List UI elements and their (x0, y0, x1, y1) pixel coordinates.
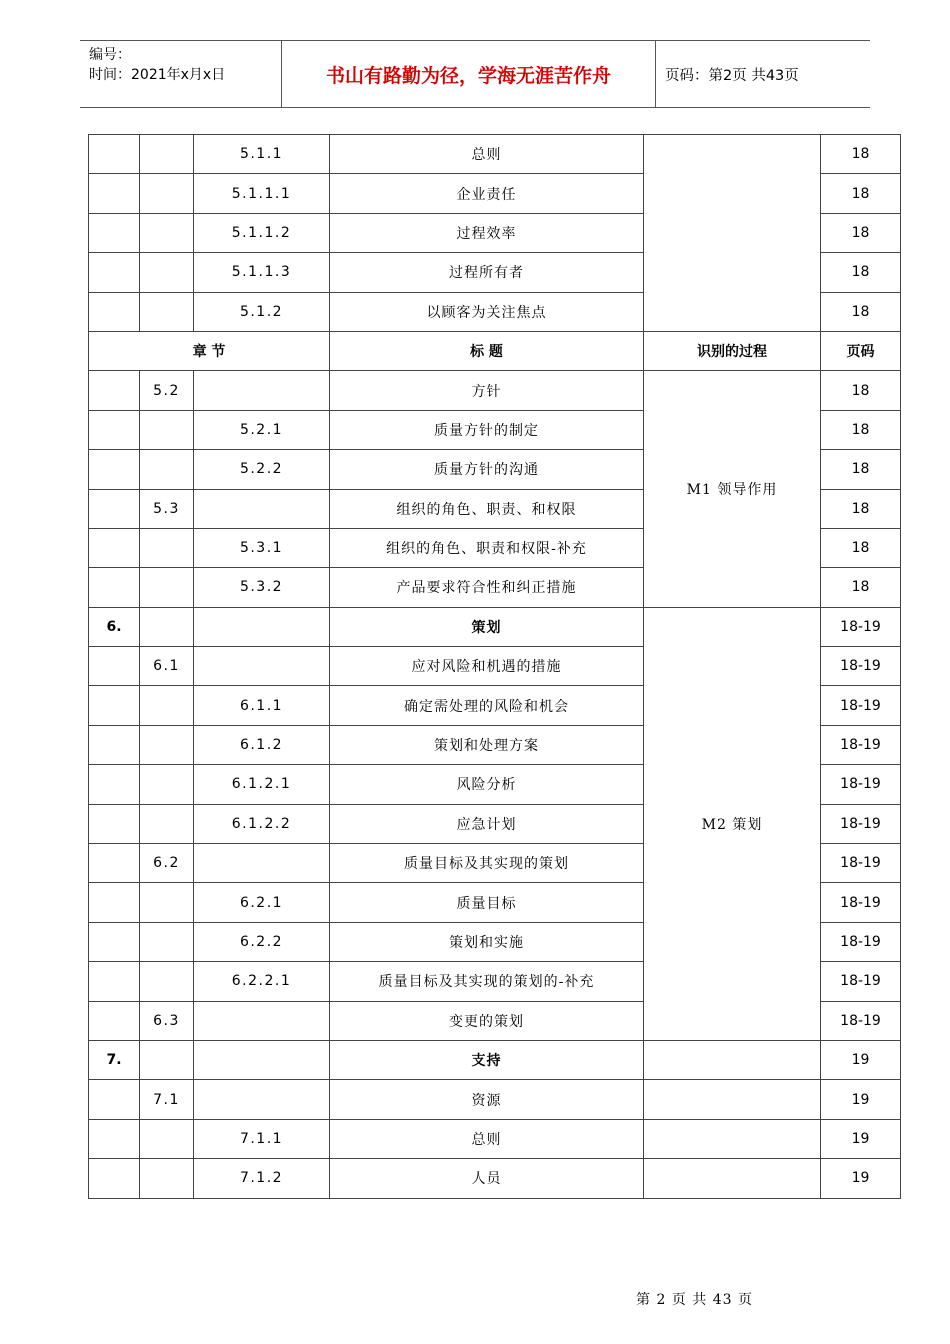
toc-row (89, 135, 901, 174)
page-number: 18-19 (821, 607, 901, 646)
chapter-number (89, 1159, 140, 1198)
chapter-number (89, 292, 140, 331)
section-title: 质量目标 (330, 883, 644, 922)
page-number: 19 (821, 1159, 901, 1198)
section-title: 变更的策划 (330, 1001, 644, 1040)
subsection-number: 5.3.2 (194, 568, 330, 607)
serial-label: 编号： (89, 47, 131, 63)
subsection-number (194, 1001, 330, 1040)
page-number: 18-19 (821, 804, 901, 843)
page-number: 18 (821, 135, 901, 174)
section-title: 策划和处理方案 (330, 725, 644, 764)
chapter-number (89, 253, 140, 292)
section-title: 组织的角色、职责、和权限 (330, 489, 644, 528)
page-number: 18 (821, 253, 901, 292)
subsection-number: 6.2.1 (194, 883, 330, 922)
section-title: 策划 (330, 607, 644, 646)
date-label: 时间：2021年x月x日 (89, 67, 226, 83)
subsection-number (194, 371, 330, 410)
toc-row (89, 371, 901, 410)
chapter-number (89, 686, 140, 725)
process-cell (644, 1040, 821, 1079)
section-title: 以顾客为关注焦点 (330, 292, 644, 331)
section-number (140, 765, 194, 804)
section-number (140, 410, 194, 449)
section-title: 质量目标及其实现的策划 (330, 844, 644, 883)
process-cell (644, 1119, 821, 1158)
chapter-number (89, 725, 140, 764)
page-number: 18-19 (821, 725, 901, 764)
section-title: 质量方针的沟通 (330, 450, 644, 489)
page-number: 18 (821, 489, 901, 528)
chapter-number (89, 1001, 140, 1040)
section-title: 支持 (330, 1040, 644, 1079)
section-title: 组织的角色、职责和权限-补充 (330, 528, 644, 567)
page-number: 18-19 (821, 686, 901, 725)
toc-row (89, 1159, 901, 1198)
page-footer: 第 2 页 共 43 页 (636, 1292, 753, 1308)
section-number (140, 883, 194, 922)
subsection-number: 7.1.2 (194, 1159, 330, 1198)
subsection-number: 6.1.2.2 (194, 804, 330, 843)
subsection-number (194, 647, 330, 686)
subsection-number (194, 489, 330, 528)
page-number: 18-19 (821, 1001, 901, 1040)
section-title: 确定需处理的风险和机会 (330, 686, 644, 725)
header-motto: 书山有路勤为径，学海无涯苦作舟 (325, 64, 611, 87)
subsection-number: 5.2.2 (194, 450, 330, 489)
subsection-number: 5.1.2 (194, 292, 330, 331)
section-number (140, 1119, 194, 1158)
process-cell (644, 1159, 821, 1198)
subsection-number: 5.1.1.1 (194, 174, 330, 213)
toc-row (89, 1119, 901, 1158)
section-number: 6.3 (140, 1001, 194, 1040)
section-number (140, 1159, 194, 1198)
page-number: 18 (821, 450, 901, 489)
header-chapter: 章 节 (89, 331, 330, 370)
section-number: 7.1 (140, 1080, 194, 1119)
page-number: 19 (821, 1040, 901, 1079)
subsection-number (194, 1080, 330, 1119)
subsection-number (194, 607, 330, 646)
chapter-number (89, 371, 140, 410)
header-process: 识别的过程 (644, 331, 821, 370)
section-title: 风险分析 (330, 765, 644, 804)
header-title: 标 题 (330, 331, 644, 370)
page-number: 18 (821, 174, 901, 213)
section-number (140, 962, 194, 1001)
page-number: 19 (821, 1080, 901, 1119)
chapter-number: 6. (89, 607, 140, 646)
section-number: 5.2 (140, 371, 194, 410)
subsection-number: 6.1.1 (194, 686, 330, 725)
subsection-number: 7.1.1 (194, 1119, 330, 1158)
section-number (140, 607, 194, 646)
section-title: 总则 (330, 1119, 644, 1158)
chapter-number (89, 489, 140, 528)
chapter-number (89, 410, 140, 449)
section-title: 策划和实施 (330, 922, 644, 961)
header-motto-cell (282, 41, 656, 107)
page-number: 18-19 (821, 922, 901, 961)
section-title: 过程效率 (330, 213, 644, 252)
subsection-number: 6.2.2 (194, 922, 330, 961)
page-number: 18 (821, 528, 901, 567)
section-number (140, 1040, 194, 1079)
section-title: 质量方针的制定 (330, 410, 644, 449)
section-title: 方针 (330, 371, 644, 410)
section-number (140, 725, 194, 764)
chapter-number: 7. (89, 1040, 140, 1079)
page-number: 18 (821, 292, 901, 331)
header-page-info: 页码：第2页 共43页 (665, 67, 799, 84)
section-number (140, 213, 194, 252)
subsection-number: 5.1.1 (194, 135, 330, 174)
chapter-number (89, 962, 140, 1001)
section-title: 人员 (330, 1159, 644, 1198)
section-title: 企业责任 (330, 174, 644, 213)
header-page: 页码 (821, 331, 901, 370)
page-number: 18-19 (821, 647, 901, 686)
process-cell: M1 领导作用 (644, 371, 821, 607)
page-number: 18 (821, 568, 901, 607)
section-number (140, 174, 194, 213)
page-number: 18-19 (821, 765, 901, 804)
page-number: 18-19 (821, 883, 901, 922)
section-title: 总则 (330, 135, 644, 174)
section-title: 资源 (330, 1080, 644, 1119)
chapter-number (89, 568, 140, 607)
section-title: 过程所有者 (330, 253, 644, 292)
toc-table (88, 134, 901, 1199)
column-header-row (89, 331, 901, 370)
chapter-number (89, 174, 140, 213)
section-number (140, 135, 194, 174)
subsection-number (194, 1040, 330, 1079)
chapter-number (89, 213, 140, 252)
toc-row (89, 1080, 901, 1119)
section-number (140, 528, 194, 567)
section-title: 应急计划 (330, 804, 644, 843)
chapter-number (89, 528, 140, 567)
subsection-number: 5.1.1.2 (194, 213, 330, 252)
section-title: 应对风险和机遇的措施 (330, 647, 644, 686)
toc-row (89, 1040, 901, 1079)
section-number (140, 804, 194, 843)
subsection-number: 5.1.1.3 (194, 253, 330, 292)
page-header (80, 40, 870, 108)
chapter-number (89, 1119, 140, 1158)
section-number: 6.1 (140, 647, 194, 686)
section-number: 6.2 (140, 844, 194, 883)
section-number (140, 253, 194, 292)
subsection-number: 6.2.2.1 (194, 962, 330, 1001)
section-number (140, 686, 194, 725)
section-title: 质量目标及其实现的策划的-补充 (330, 962, 644, 1001)
subsection-number (194, 844, 330, 883)
chapter-number (89, 844, 140, 883)
section-title: 产品要求符合性和纠正措施 (330, 568, 644, 607)
page-number: 18 (821, 213, 901, 252)
section-number (140, 450, 194, 489)
page-number: 18 (821, 410, 901, 449)
subsection-number: 6.1.2.1 (194, 765, 330, 804)
header-meta (80, 41, 282, 107)
section-number (140, 292, 194, 331)
page-number: 18-19 (821, 844, 901, 883)
page-number: 18 (821, 371, 901, 410)
subsection-number: 6.1.2 (194, 725, 330, 764)
toc-row (89, 607, 901, 646)
subsection-number: 5.3.1 (194, 528, 330, 567)
chapter-number (89, 647, 140, 686)
subsection-number: 5.2.1 (194, 410, 330, 449)
section-number (140, 922, 194, 961)
chapter-number (89, 883, 140, 922)
chapter-number (89, 804, 140, 843)
section-number (140, 568, 194, 607)
chapter-number (89, 135, 140, 174)
chapter-number (89, 450, 140, 489)
section-number: 5.3 (140, 489, 194, 528)
page-number: 19 (821, 1119, 901, 1158)
chapter-number (89, 765, 140, 804)
process-cell (644, 1080, 821, 1119)
chapter-number (89, 922, 140, 961)
chapter-number (89, 1080, 140, 1119)
process-cell (644, 135, 821, 332)
page-number: 18-19 (821, 962, 901, 1001)
process-cell: M2 策划 (644, 607, 821, 1040)
